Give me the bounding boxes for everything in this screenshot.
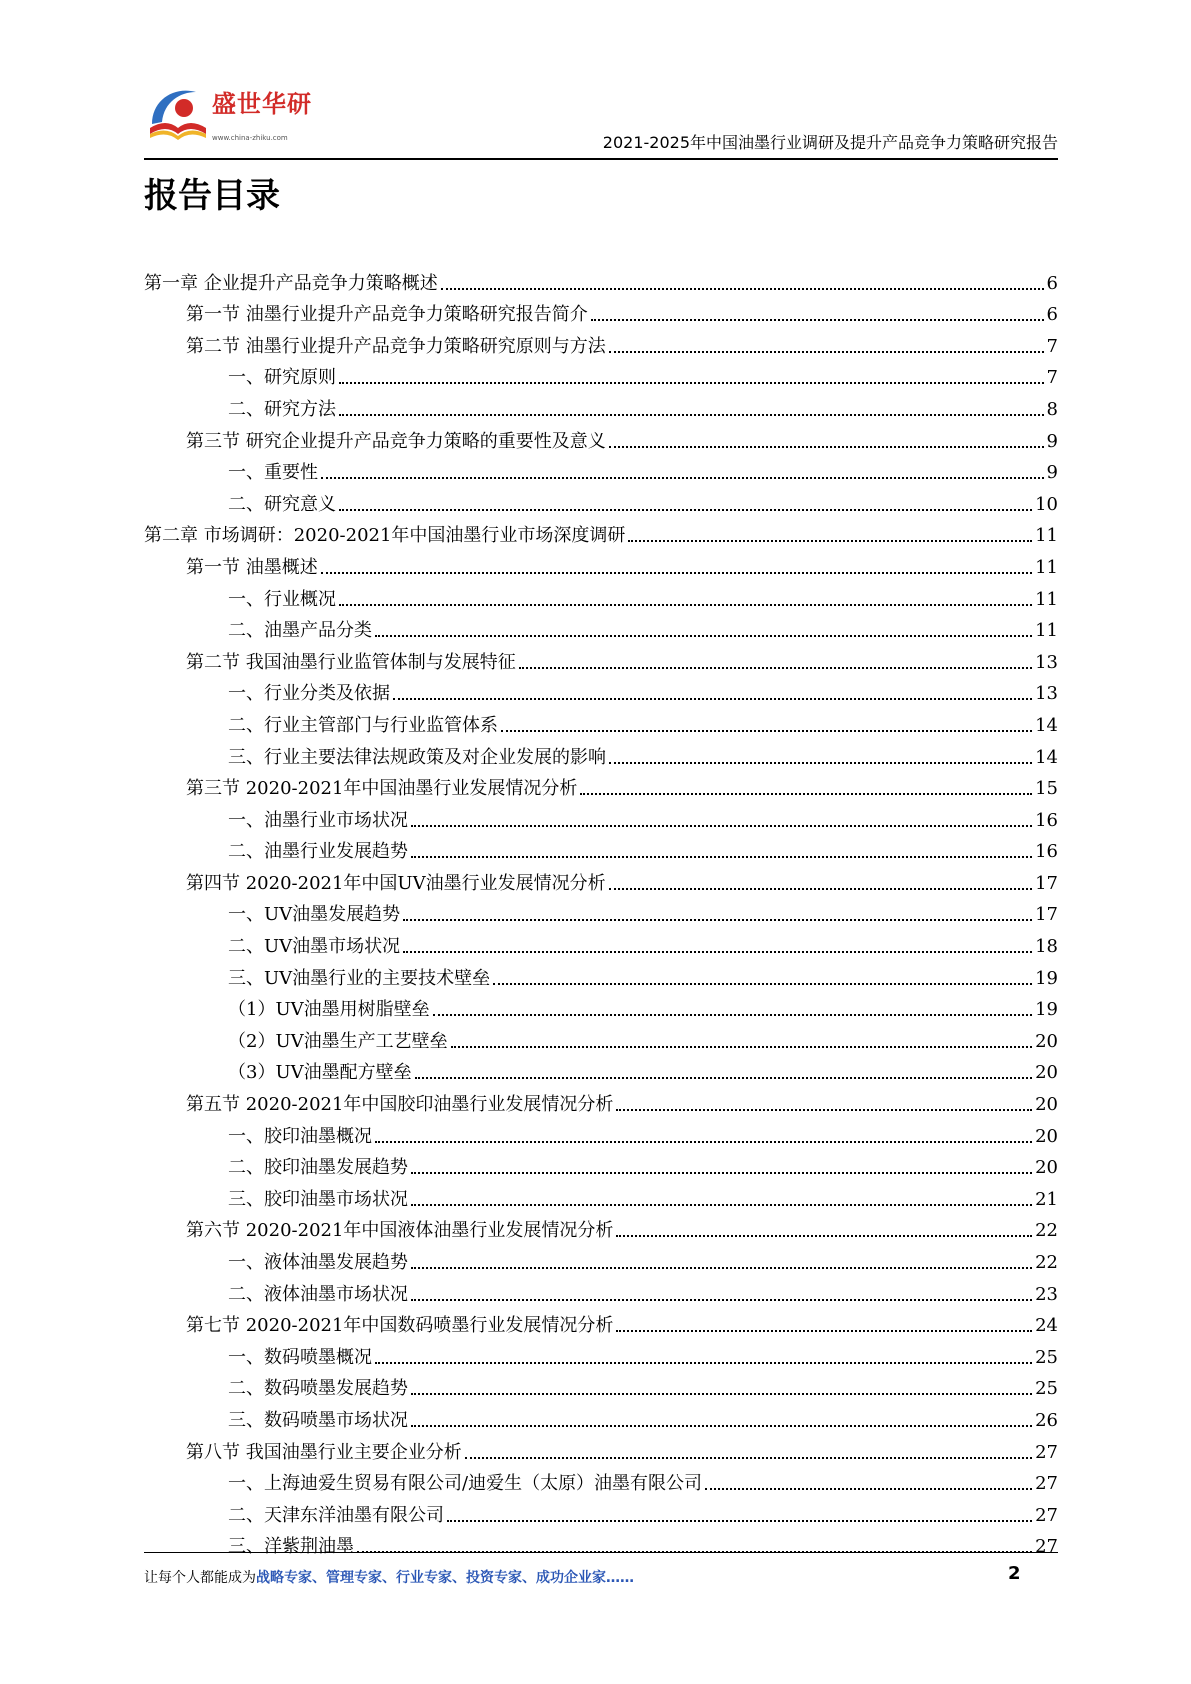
toc-entry-page: 26 [1035,1409,1058,1431]
toc-entry[interactable] [144,611,1058,643]
toc-entry[interactable] [144,769,1058,801]
toc-entry[interactable] [144,1211,1058,1243]
toc-entry-page: 13 [1035,651,1058,673]
toc-entry[interactable] [144,990,1058,1022]
toc-entry-page: 9 [1046,430,1058,452]
toc-entry-page: 19 [1035,999,1058,1021]
document-title: 2021-2025年中国油墨行业调研及提升产品竞争力策略研究报告 [602,133,1058,152]
toc-entry-label: 三、胶印油墨市场状况 [228,1188,408,1210]
toc-entry-page: 17 [1035,872,1058,894]
toc-entry-label: 第二节 油墨行业提升产品竞争力策略研究原则与方法 [186,335,606,357]
toc-entry-label: （2）UV油墨生产工艺壁垒 [228,1030,448,1052]
logo-url: www.china-zhiku.com [212,134,288,142]
toc-entry-label: 二、数码喷墨发展趋势 [228,1378,408,1400]
toc-entry-label: 二、油墨产品分类 [228,620,372,642]
toc-entry-label: 第二节 我国油墨行业监管体制与发展特征 [186,651,516,673]
toc-dot-leader [465,1457,1032,1459]
toc-entry-page: 16 [1035,841,1058,863]
toc-dot-leader [433,1014,1032,1016]
toc-entry-page: 6 [1046,272,1058,294]
toc-entry[interactable] [144,547,1058,579]
toc-entry-label: 三、洋紫荆油墨 [228,1536,354,1558]
toc-dot-leader [616,1330,1032,1332]
toc-entry-label: 第八节 我国油墨行业主要企业分析 [186,1441,462,1463]
toc-entry[interactable] [144,958,1058,990]
toc-entry[interactable] [144,800,1058,832]
toc-entry-label: 二、UV油墨市场状况 [228,936,401,958]
toc-dot-leader [411,1172,1032,1174]
toc-entry[interactable] [144,1274,1058,1306]
toc-dot-leader [501,730,1032,732]
toc-entry-label: 三、数码喷墨市场状况 [228,1409,408,1431]
toc-dot-leader [705,1488,1032,1490]
toc-dot-leader [339,382,1044,384]
toc-dot-leader [411,1299,1032,1301]
toc-entry-label: 一、液体油墨发展趋势 [228,1252,408,1273]
toc-entry-page: 7 [1046,367,1058,389]
toc-dot-leader [411,856,1032,858]
toc-dot-leader [591,319,1044,321]
toc-dot-leader [321,572,1032,574]
toc-entry-label: 三、行业主要法律法规政策及对企业发展的影响 [228,746,606,768]
toc-entry-label: 二、研究意义 [228,493,336,515]
logo-emblem-icon [144,82,210,144]
toc-entry-page: 18 [1035,936,1058,958]
toc-entry-label: 第一章 企业提升产品竞争力策略概述 [144,272,438,294]
toc-entry-label: （1）UV油墨用树脂壁垒 [228,999,430,1021]
toc-entry-page: 20 [1035,1094,1058,1116]
toc-entry-label: 第六节 2020-2021年中国液体油墨行业发展情况分析 [186,1220,614,1242]
toc-entry[interactable] [144,516,1058,548]
toc-entry-page: 14 [1035,746,1058,768]
toc-entry-page: 23 [1035,1283,1058,1305]
toc-dot-leader [375,1362,1032,1364]
toc-entry-page: 25 [1035,1346,1058,1368]
toc-entry[interactable] [144,895,1058,927]
toc-dot-leader [616,1109,1032,1111]
toc-entry-page: 8 [1046,398,1058,420]
toc-entry[interactable] [144,1084,1058,1116]
toc-entry[interactable] [144,1432,1058,1464]
toc-entry-page: 17 [1035,904,1058,926]
page-number: 2 [1008,1563,1021,1584]
toc-entry-label: 一、上海迪爱生贸易有限公司/迪爱生（太原）油墨有限公司 [228,1473,703,1495]
toc-entry-page: 24 [1035,1315,1058,1337]
toc-dot-leader [403,919,1032,921]
toc-entry-page: 27 [1035,1473,1058,1495]
toc-entry[interactable] [144,705,1058,737]
toc-entry[interactable] [144,674,1058,706]
toc-entry-page: 16 [1035,809,1058,831]
toc-entry-label: 一、重要性 [228,462,318,484]
toc-dot-leader [580,793,1032,795]
toc-dot-leader [411,1204,1032,1206]
toc-entry-page: 11 [1035,588,1058,610]
toc-entry-label: 二、油墨行业发展趋势 [228,841,408,863]
toc-entry-label: 第一节 油墨行业提升产品竞争力策略研究报告简介 [186,304,588,326]
toc-entry[interactable] [144,1369,1058,1401]
toc-entry[interactable] [144,863,1058,895]
toc-entry[interactable] [144,642,1058,674]
toc-dot-leader [339,509,1032,511]
toc-entry-page: 6 [1046,304,1058,326]
toc-entry[interactable] [144,1306,1058,1338]
toc-entry-page: 7 [1046,335,1058,357]
toc-entry[interactable] [144,358,1058,390]
toc-entry[interactable] [144,263,1058,295]
toc-dot-leader [411,1267,1032,1269]
toc-entry-label: 一、行业概况 [228,588,336,610]
toc-entry[interactable] [144,1242,1058,1274]
toc-entry-page: 20 [1035,1125,1058,1147]
toc-dot-leader [403,951,1032,953]
toc-entry-page: 9 [1046,462,1058,484]
toc-dot-leader [609,762,1032,764]
toc-entry-label: 第一节 油墨概述 [186,556,318,578]
page-title: 报告目录 [144,176,280,216]
toc-entry-page: 22 [1035,1220,1058,1242]
toc-entry[interactable] [144,737,1058,769]
toc-entry[interactable] [144,1464,1058,1496]
toc-entry-page: 19 [1035,967,1058,989]
toc-entry[interactable] [144,1021,1058,1053]
toc-entry[interactable] [144,579,1058,611]
toc-dot-leader [447,1520,1032,1522]
footer-slogan-highlight: 战略专家、管理专家、行业专家、投资专家、成功企业家…… [256,1570,634,1586]
toc-dot-leader [493,983,1032,985]
toc-dot-leader [411,1425,1032,1427]
toc-dot-leader [375,635,1032,637]
toc-entry-label: 二、研究方法 [228,398,336,420]
logo-text: 盛世华研 [212,90,312,118]
toc-entry[interactable] [144,1148,1058,1180]
page-header [144,80,1058,160]
toc-entry-label: 一、数码喷墨概况 [228,1346,372,1368]
toc-entry[interactable] [144,1337,1058,1369]
toc-dot-leader [411,1393,1032,1395]
toc-entry-label: 二、行业主管部门与行业监管体系 [228,714,498,736]
toc-entry[interactable] [144,1179,1058,1211]
toc-dot-leader [616,1235,1032,1237]
toc-dot-leader [609,351,1044,353]
toc-entry[interactable] [144,1053,1058,1085]
toc-entry[interactable] [144,484,1058,516]
toc-entry-label: 一、UV油墨发展趋势 [228,904,401,926]
company-logo [144,82,314,148]
toc-dot-leader [451,1046,1032,1048]
toc-entry-page: 10 [1035,493,1058,515]
toc-entry-label: 第二章 市场调研：2020-2021年中国油墨行业市场深度调研 [144,525,626,547]
toc-entry-label: 第七节 2020-2021年中国数码喷墨行业发展情况分析 [186,1315,614,1337]
toc-entry-label: 一、胶印油墨概况 [228,1125,372,1147]
toc-dot-leader [321,477,1044,479]
toc-entry[interactable] [144,832,1058,864]
toc-entry-page: 27 [1035,1441,1058,1463]
toc-entry-label: 第四节 2020-2021年中国UV油墨行业发展情况分析 [186,872,606,894]
toc-entry[interactable] [144,1495,1058,1527]
toc-dot-leader [519,667,1032,669]
toc-entry[interactable] [144,326,1058,358]
toc-dot-leader [411,825,1032,827]
toc-entry-label: 三、UV油墨行业的主要技术壁垒 [228,967,491,989]
toc-dot-leader [609,888,1033,890]
toc-entry[interactable] [144,1400,1058,1432]
toc-dot-leader [339,414,1044,416]
toc-entry[interactable] [144,453,1058,485]
toc-dot-leader [339,604,1032,606]
toc-dot-leader [609,446,1044,448]
toc-entry-page: 15 [1035,778,1058,800]
toc-entry-page: 21 [1035,1188,1058,1210]
toc-entry-page: 20 [1035,1030,1058,1052]
toc-entry[interactable] [144,1116,1058,1148]
toc-entry-label: 第五节 2020-2021年中国胶印油墨行业发展情况分析 [186,1094,614,1116]
toc-entry-label: 二、液体油墨市场状况 [228,1283,408,1305]
toc-entry-page: 27 [1035,1536,1058,1558]
toc-entry-page: 22 [1035,1252,1058,1273]
footer-divider [144,1552,1058,1553]
toc-entry-label: 一、油墨行业市场状况 [228,809,408,831]
toc-entry[interactable] [144,1527,1058,1559]
toc-dot-leader [628,540,1032,542]
toc-entry[interactable] [144,926,1058,958]
toc-dot-leader [415,1077,1032,1079]
toc-entry-label: 一、行业分类及依据 [228,683,390,705]
table-of-contents [144,263,1058,1558]
toc-entry-page: 14 [1035,714,1058,736]
toc-entry-label: 二、胶印油墨发展趋势 [228,1157,408,1179]
toc-dot-leader [393,698,1032,700]
toc-entry[interactable] [144,389,1058,421]
toc-dot-leader [375,1141,1032,1143]
toc-entry-page: 20 [1035,1062,1058,1084]
toc-entry-label: （3）UV油墨配方壁垒 [228,1062,412,1084]
toc-entry-page: 11 [1035,525,1058,547]
toc-entry-label: 二、天津东洋油墨有限公司 [228,1504,444,1526]
toc-entry-page: 27 [1035,1504,1058,1526]
toc-entry-label: 第三节 研究企业提升产品竞争力策略的重要性及意义 [186,430,606,452]
footer-slogan [144,1567,634,1587]
toc-entry-page: 13 [1035,683,1058,705]
toc-entry[interactable] [144,295,1058,327]
toc-entry-page: 11 [1035,556,1058,578]
toc-entry-page: 11 [1035,620,1058,642]
footer-slogan-prefix: 让每个人都能成为 [144,1570,256,1586]
toc-dot-leader [441,288,1044,290]
toc-entry-label: 一、研究原则 [228,367,336,389]
toc-entry[interactable] [144,421,1058,453]
toc-entry-label: 第三节 2020-2021年中国油墨行业发展情况分析 [186,778,578,800]
toc-entry-page: 20 [1035,1157,1058,1179]
toc-entry-page: 25 [1035,1378,1058,1400]
